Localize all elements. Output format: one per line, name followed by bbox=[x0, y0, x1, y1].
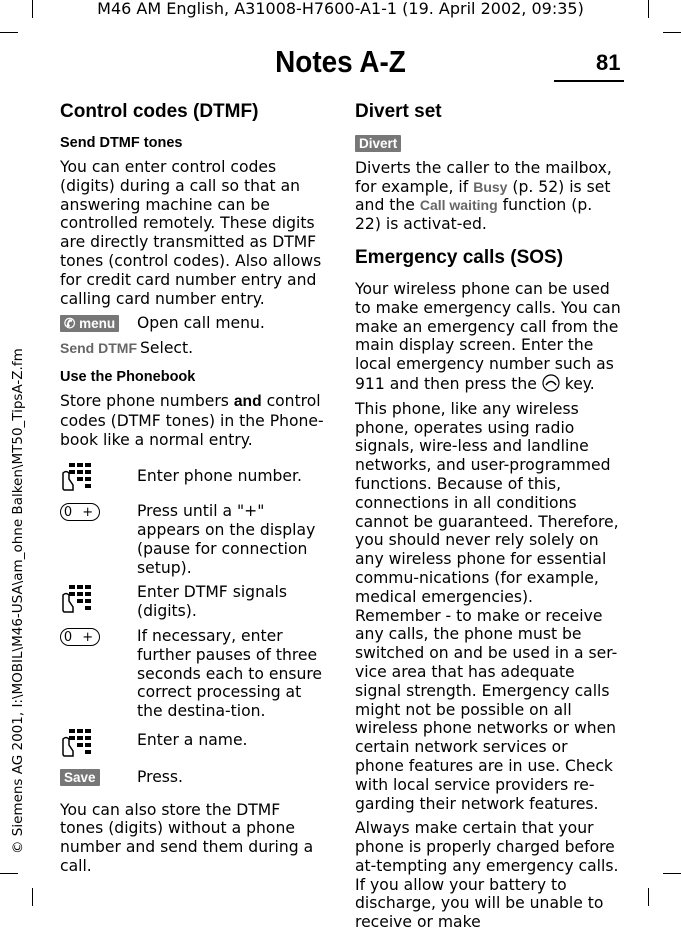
page-number: 81 bbox=[596, 50, 621, 75]
divert-softkey[interactable]: Divert bbox=[355, 135, 401, 152]
keypad-icon bbox=[60, 727, 94, 757]
step-save: Save Press. bbox=[60, 768, 324, 787]
crop-mark bbox=[663, 873, 681, 874]
crop-mark bbox=[32, 888, 33, 906]
keypad-icon bbox=[60, 461, 94, 491]
heading-control-codes: Control codes (DTMF) bbox=[60, 101, 259, 122]
emergency-paragraph-2: This phone, like any wireless phone, operates using radio signals, wire-less and landline networks, and user-programmed functions. Because of this, connections in all conditions cannot be guaranteed. Therefore, you should never rely solely on any wireless phone for essential commu-nications (for example, medical emergencies). Remember - to make or receive any calls, the phone must be switched on and be used in a ser-vice area that has adequate signal strength. Emergency calls might not be possible on all wireless phone networks or when certain network services or phone features are in use. Check with local service providers re-garding their network features. bbox=[355, 399, 619, 813]
step-press-zero: 0 + Press until a "+" appears on the display (pause for connection setup). bbox=[60, 502, 324, 577]
copyright-side-note: © Siemens AG 2001, I:\MOBIL\M46-USA\am_ohne Balken\MT50_TipsA-Z.fm bbox=[10, 348, 26, 854]
page-title: Notes A-Z bbox=[275, 44, 406, 79]
emergency-paragraph-3: Always make certain that your phone is properly charged before at-tempting any emergency calls. If you allow your battery to discharge, you will be unable to receive or make bbox=[355, 819, 619, 932]
crop-mark bbox=[663, 32, 681, 33]
menu-step: ✆ menu Open call menu. bbox=[60, 314, 324, 333]
step-enter-number: Enter phone number. bbox=[60, 461, 324, 496]
heading-use-phonebook: Use the Phonebook bbox=[60, 368, 196, 385]
save-softkey[interactable]: Save bbox=[60, 769, 100, 786]
crop-mark bbox=[0, 873, 18, 874]
call-key-icon bbox=[542, 374, 560, 392]
send-dtmf-step: Send DTMF Select. bbox=[60, 339, 194, 358]
keypad-icon bbox=[60, 583, 94, 613]
send-dtmf-paragraph: You can enter control codes (digits) during a call so that an answering machine can be controlled remotely. These digits are directly transmitted as DTMF tones (control codes). Also allows for credit card number entry and calling card number entry. bbox=[60, 158, 322, 308]
title-rule bbox=[554, 80, 624, 82]
step-enter-name: Enter a name. bbox=[60, 727, 324, 762]
zero-plus-key[interactable]: 0 + bbox=[60, 628, 100, 646]
call-icon: ✆ bbox=[64, 316, 80, 332]
divert-paragraph: Diverts the caller to the mailbox, for example, if Busy (p. 52) is set and the Call waiting function (p. 22) is activat-ed. bbox=[355, 158, 612, 234]
document-header: M46 AM English, A31008-H7600-A1-1 (19. April 2002, 09:35) bbox=[97, 0, 584, 18]
heading-send-dtmf: Send DTMF tones bbox=[60, 135, 183, 151]
send-dtmf-option[interactable]: Send DTMF bbox=[60, 340, 137, 357]
busy-option: Busy bbox=[473, 178, 508, 195]
left-column bbox=[60, 100, 324, 882]
emergency-paragraph-1: Your wireless phone can be used to make emergency calls. You can make an emergency call from the main display screen. Enter the local emergency number such as 911 and then press the key. bbox=[355, 279, 621, 393]
crop-mark bbox=[648, 888, 649, 906]
phonebook-paragraph: Store phone numbers and control codes (DTMF tones) in the Phone-book like a normal entry. bbox=[60, 391, 324, 449]
step-further-pauses: 0 + If necessary, enter further pauses of three seconds each to ensure correct processing at the destina-tion. bbox=[60, 627, 324, 721]
menu-softkey[interactable]: ✆ menu bbox=[60, 315, 119, 332]
closing-paragraph: You can also store the DTMF tones (digits) without a phone number and send them during a call. bbox=[60, 800, 314, 875]
zero-plus-key[interactable]: 0 + bbox=[60, 503, 100, 521]
heading-divert-set: Divert set bbox=[355, 101, 442, 122]
heading-emergency-calls: Emergency calls (SOS) bbox=[355, 246, 564, 268]
step-enter-dtmf: Enter DTMF signals (digits). bbox=[60, 583, 324, 621]
crop-mark bbox=[0, 32, 18, 33]
call-waiting-option: Call waiting bbox=[419, 197, 498, 214]
right-column bbox=[355, 100, 621, 938]
